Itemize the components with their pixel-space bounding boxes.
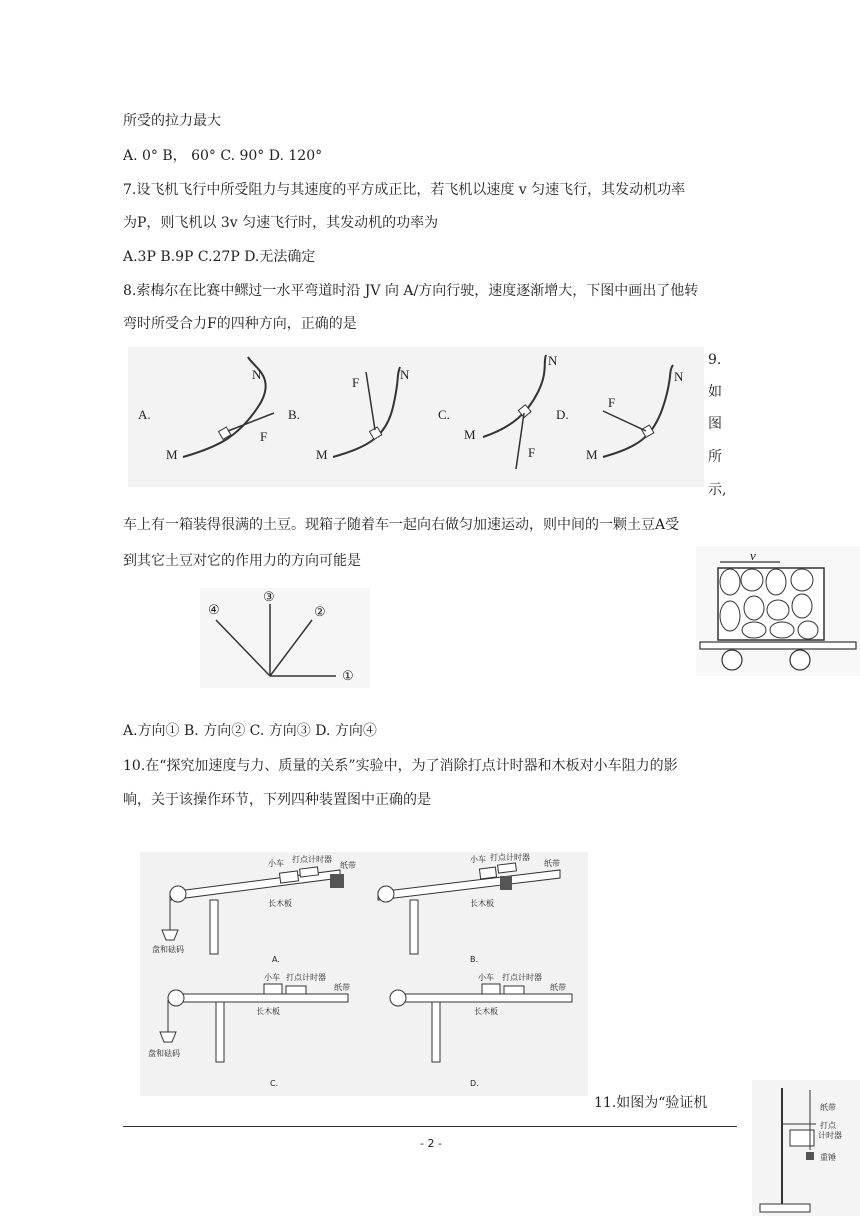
q11-text-intro: 11.如图为“验证机: [594, 1095, 708, 1111]
q11-apparatus-figure: [752, 1080, 860, 1216]
q10-b-tape-label: 纸带: [544, 859, 560, 868]
q10-text-line1: 10.在“探究加速度与力、质量的关系”实验中，为了消除打点计时器和木板对小车阻力的影: [123, 758, 678, 774]
q10-c-weights-label: 盘和砝码: [148, 1049, 180, 1058]
q11-timer-label-2: 计时器: [818, 1131, 842, 1140]
q8-d-label-f: F: [608, 395, 616, 410]
q10-b-leg: [410, 900, 418, 954]
q7-text-line2: 为P，则飞机以 3v 匀速飞行时，其发动机的功率为: [123, 215, 439, 231]
q10-c-leg: [216, 1002, 224, 1062]
q8-c-label-m: M: [464, 427, 476, 442]
q9-cart-wheel-right: [790, 650, 810, 670]
q9-velocity-label: v: [750, 548, 756, 563]
q9-direction-label-2: ②: [314, 604, 326, 619]
q8-label-a: A.: [138, 407, 151, 422]
q8-a-label-m: M: [166, 447, 178, 462]
q10-d-timer-label: 打点计时器: [502, 973, 542, 982]
q10-a-timer: [300, 867, 319, 877]
q9-direction-diagram: [200, 588, 370, 688]
q9-vertical-char-2: 如: [708, 384, 722, 400]
q10-a-block: [330, 874, 344, 888]
q10-c-board: [170, 994, 348, 1002]
q10-a-leg: [210, 900, 218, 954]
q11-figure-background: [752, 1080, 860, 1216]
q10-c-timer-label: 打点计时器: [286, 973, 326, 982]
q10-c-cart: [264, 984, 282, 994]
q11-timer-label-1: 打点: [820, 1121, 836, 1130]
q10-c-label: C.: [270, 1079, 279, 1088]
q9-text-line1: 车上有一箱装得很满的土豆。现箱子随着车一起向右做匀加速运动，则中间的一颗土豆A受: [123, 517, 680, 533]
q7-text-line1: 7.设飞机飞行中所受阻力与其速度的平方成正比，若飞机以速度 v 匀速飞行，其发动机功率: [123, 182, 686, 198]
q9-cart-diagram: [696, 546, 860, 676]
q10-b-pulley: [378, 886, 394, 902]
q10-b-label: B.: [470, 955, 479, 964]
q10-b-cart-label: 小车: [470, 855, 486, 864]
q10-a-cart: [279, 871, 298, 883]
q11-stand-base: [760, 1204, 810, 1212]
q9-vertical-char-4: 所: [708, 449, 722, 465]
q9-vertical-char-1: 9.: [708, 352, 722, 368]
q10-d-pulley: [390, 990, 406, 1006]
q10-c-tape-label: 纸带: [334, 983, 350, 992]
q8-b-label-m: M: [316, 447, 328, 462]
q10-a-label: A.: [272, 955, 280, 964]
q10-d-board-label: 长木板: [474, 1007, 498, 1016]
q10-apparatus-figure: [140, 852, 588, 1096]
q10-a-cart-label: 小车: [268, 859, 284, 868]
q10-b-timer: [498, 863, 517, 873]
q8-text-line1: 8.索梅尔在比赛中鳏过一水平弯道时沿 JV 向 A/方向行驶，速度逐渐增大，下图中画出了他转: [123, 283, 699, 299]
q6-text-tail: 所受的拉力最大: [123, 113, 221, 129]
q9-direction-label-4: ④: [208, 602, 220, 617]
footer-rule: [123, 1126, 737, 1127]
q10-c-board-label: 长木板: [256, 1007, 280, 1016]
q10-b-timer-label: 打点计时器: [490, 853, 530, 862]
q11-weight-label: 重锤: [820, 1153, 836, 1162]
q10-a-weights-label: 盘和砝码: [152, 945, 184, 954]
q8-c-label-f: F: [528, 445, 536, 460]
q11-weight: [806, 1152, 814, 1160]
q8-a-label-n: N: [252, 367, 262, 382]
q10-b-cart: [479, 867, 496, 879]
q9-direction-label-1: ①: [342, 668, 354, 683]
q10-d-cart: [482, 984, 500, 994]
q8-c-label-n: N: [548, 353, 558, 368]
q10-c-cart-label: 小车: [264, 973, 280, 982]
q8-label-b: B.: [288, 407, 300, 422]
q10-d-board: [392, 994, 572, 1002]
q9-vertical-char-5: 示,: [708, 482, 727, 498]
q8-text-line2: 弯时所受合力F的四种方向，正确的是: [123, 316, 357, 332]
q6-options: A. 0° B， 60° C. 90° D. 120°: [123, 148, 323, 164]
q10-a-board-label: 长木板: [268, 899, 292, 908]
q8-label-d: D.: [556, 407, 569, 422]
q8-d-label-m: M: [586, 447, 598, 462]
q8-a-label-f: F: [260, 429, 268, 444]
q10-a-pulley: [170, 886, 186, 902]
q9-text-line2: 到其它土豆对它的作用力的方向可能是: [123, 553, 361, 569]
q10-d-cart-label: 小车: [478, 973, 494, 982]
q10-d-label: D.: [470, 1079, 479, 1088]
q11-tape-label: 纸带: [820, 1103, 836, 1112]
q8-b-label-f: F: [352, 375, 360, 390]
q9-options: A.方向① B. 方向② C. 方向③ D. 方向④: [123, 723, 377, 739]
q10-d-tape-label: 纸带: [550, 983, 566, 992]
q8-label-c: C.: [438, 407, 450, 422]
q9-cart-wheel-left: [722, 650, 742, 670]
q9-potato-box: [718, 568, 824, 640]
q9-vertical-char-3: 图: [708, 416, 722, 432]
q8-b-label-n: N: [400, 367, 410, 382]
q8-d-label-n: N: [674, 369, 684, 384]
q10-c-pulley: [168, 990, 184, 1006]
q9-direction-label-3: ③: [263, 589, 275, 604]
q10-b-block: [500, 876, 512, 890]
q10-a-tape-label: 纸带: [340, 861, 356, 870]
q10-c-timer: [286, 986, 306, 994]
q10-d-leg: [432, 1002, 440, 1062]
q7-options: A.3P B.9P C.27P D.无法确定: [123, 249, 316, 265]
q10-a-timer-label: 打点计时器: [292, 855, 332, 864]
q10-d-timer: [504, 986, 524, 994]
q9-cart-deck: [700, 642, 856, 649]
page-number: - 2 -: [420, 1137, 442, 1150]
q8-figure: [128, 347, 704, 487]
q10-text-line2: 响，关于该操作环节，下列四种装置图中正确的是: [123, 792, 431, 808]
q10-b-board-label: 长木板: [470, 899, 494, 908]
